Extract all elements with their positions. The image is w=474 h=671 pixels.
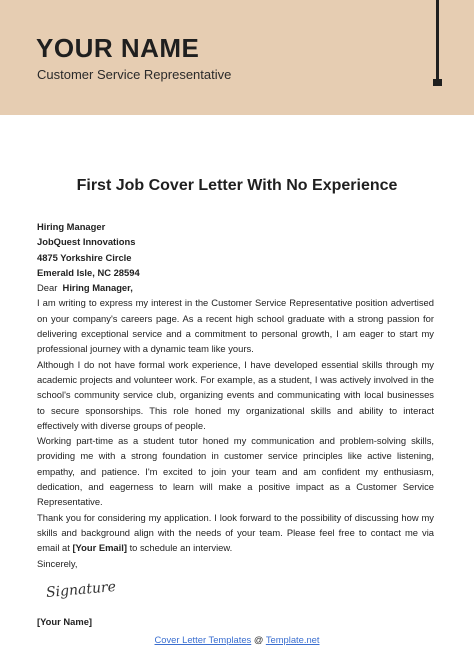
paragraph-experience: Working part-time as a student tutor honed my communication and problem-solving skills, providing me with a strong foundation in customer service principles like active listening, empathy, and patience. I'm excited to join your team and am confident my enthusiasm, dedication, and eagerness to learn will make a positive impact as a Customer Service Representative. [37, 435, 434, 508]
recipient-city: Emerald Isle, NC 28594 [37, 266, 140, 278]
recipient-company: JobQuest Innovations [37, 236, 136, 248]
paragraph-intro: I am writing to express my interest in the Customer Service Representative position advertised on your company's careers page. As a recent high school graduate with a strong passion for delivering exceptional service and a commitment to personal growth, I am eager to start my professional journey with a dynamic team like yours. [37, 297, 434, 355]
sign-off: Sincerely, [37, 557, 78, 569]
template-net-link[interactable]: Template.net [265, 634, 320, 645]
closing-text-after: to schedule an interview. [126, 542, 233, 554]
applicant-role: Customer Service Representative [37, 67, 232, 82]
letter-body [37, 219, 434, 571]
email-placeholder: [Your Email] [72, 542, 127, 554]
applicant-name: YOUR NAME [36, 33, 200, 63]
paragraph-skills: Although I do not have formal work experience, I have developed essential skills through my academic projects and volunteer work. For example, as a student, I was actively involved in the school's community service club, organizing events and communicating with local businesses to secure sponsorships. This role honed my organizational skills and ability to interact effectively with diverse groups of people. [37, 358, 434, 431]
header-banner [0, 0, 474, 115]
document-title: First Job Cover Letter With No Experience [76, 177, 398, 194]
decorative-bar [436, 0, 439, 82]
cover-letter-templates-link[interactable]: Cover Letter Templates [154, 634, 252, 645]
paragraph-closing [37, 510, 434, 556]
greeting-name: Hiring Manager, [62, 282, 133, 294]
footer [0, 634, 474, 645]
footer-separator: @ [251, 634, 266, 645]
greeting [37, 280, 434, 295]
greeting-prefix: Dear [37, 282, 58, 294]
signer-name: [Your Name] [37, 616, 93, 627]
signature-script: Signature [45, 578, 117, 602]
closing-text-before: Thank you for considering my application. I look forward to the possibility of discussing how my skills and background align with the needs of your team. Please feel free to contact me via email at [37, 511, 434, 554]
decorative-bar-end [433, 79, 442, 86]
recipient-street: 4875 Yorkshire Circle [37, 251, 132, 263]
recipient-name: Hiring Manager [37, 221, 106, 232]
